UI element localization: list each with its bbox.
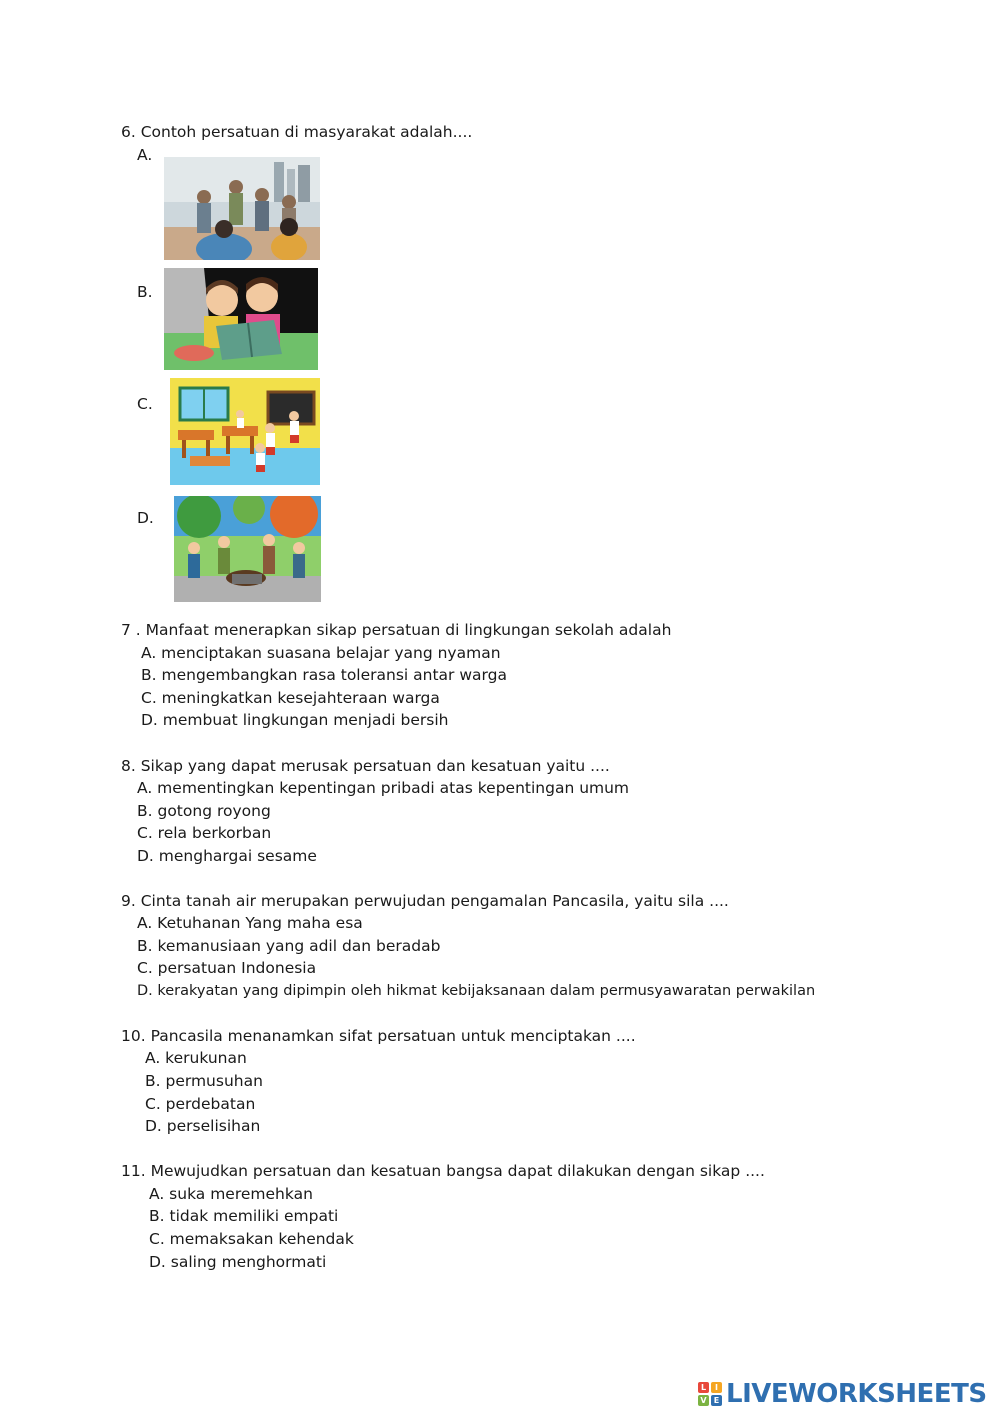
question-11-text: 11. Mewujudkan persatuan dan kesatuan bangsa dapat dilakukan dengan sikap .... [121,1162,765,1180]
q6-option-c-label: C. [137,395,153,413]
q7-option-c[interactable]: C. meningkatkan kesejahteraan warga [141,689,440,707]
q10-option-a[interactable]: A. kerukunan [145,1049,247,1067]
q11-option-b[interactable]: B. tidak memiliki empati [149,1207,339,1225]
question-10-text: 10. Pancasila menanamkan sifat persatuan untuk menciptakan .... [121,1027,636,1045]
logo-text: LIVEWORKSHEETS [726,1379,987,1409]
q6-option-d-image[interactable] [174,496,321,602]
q11-option-c[interactable]: C. memaksakan kehendak [149,1230,354,1248]
q9-option-a[interactable]: A. Ketuhanan Yang maha esa [137,914,363,932]
q7-option-d[interactable]: D. membuat lingkungan menjadi bersih [141,711,449,729]
q6-option-a-image[interactable] [164,157,320,260]
q8-option-c[interactable]: C. rela berkorban [137,824,272,842]
q6-option-a-label: A. [137,146,153,164]
q8-option-b[interactable]: B. gotong royong [137,802,271,820]
children-reading-book-illustration [164,268,318,370]
logo-letter: I [711,1382,722,1393]
q8-option-d[interactable]: D. menghargai sesame [137,847,317,865]
q8-option-a[interactable]: A. mementingkan kepentingan pribadi atas kepentingan umum [137,779,630,797]
logo-mark-icon [698,1382,722,1406]
q10-option-b[interactable]: B. permusuhan [145,1072,263,1090]
q11-option-a[interactable]: A. suka meremehkan [149,1185,313,1203]
people-demonstration-illustration [164,157,320,260]
q6-option-b-label: B. [137,283,153,301]
logo-letter: V [698,1395,709,1406]
q6-option-d-label: D. [137,509,154,527]
q10-option-c[interactable]: C. perdebatan [145,1095,256,1113]
q6-option-b-image[interactable] [164,268,318,370]
logo-letter: L [698,1382,709,1393]
liveworksheets-logo [698,1379,987,1409]
question-9-text: 9. Cinta tanah air merupakan perwujudan pengamalan Pancasila, yaitu sila .... [121,892,729,910]
question-7-text: 7 . Manfaat menerapkan sikap persatuan di lingkungan sekolah adalah [121,621,672,639]
q6-option-c-image[interactable] [170,378,320,485]
q7-option-b[interactable]: B. mengembangkan rasa toleransi antar warga [141,666,507,684]
question-8-text: 8. Sikap yang dapat merusak persatuan dan kesatuan yaitu .... [121,757,610,775]
q11-option-d[interactable]: D. saling menghormati [149,1253,327,1271]
q9-option-b[interactable]: B. kemanusiaan yang adil dan beradab [137,937,441,955]
q9-option-c[interactable]: C. persatuan Indonesia [137,959,317,977]
question-6-text: 6. Contoh persatuan di masyarakat adalah.... [121,123,473,141]
community-working-together-illustration [174,496,321,602]
q7-option-a[interactable]: A. menciptakan suasana belajar yang nyaman [141,644,501,662]
q9-option-d[interactable]: D. kerakyatan yang dipimpin oleh hikmat kebijaksanaan dalam permusyawaratan perwakilan [137,983,816,999]
logo-letter: E [711,1395,722,1406]
q10-option-d[interactable]: D. perselisihan [145,1117,261,1135]
students-cleaning-classroom-illustration [170,378,320,485]
